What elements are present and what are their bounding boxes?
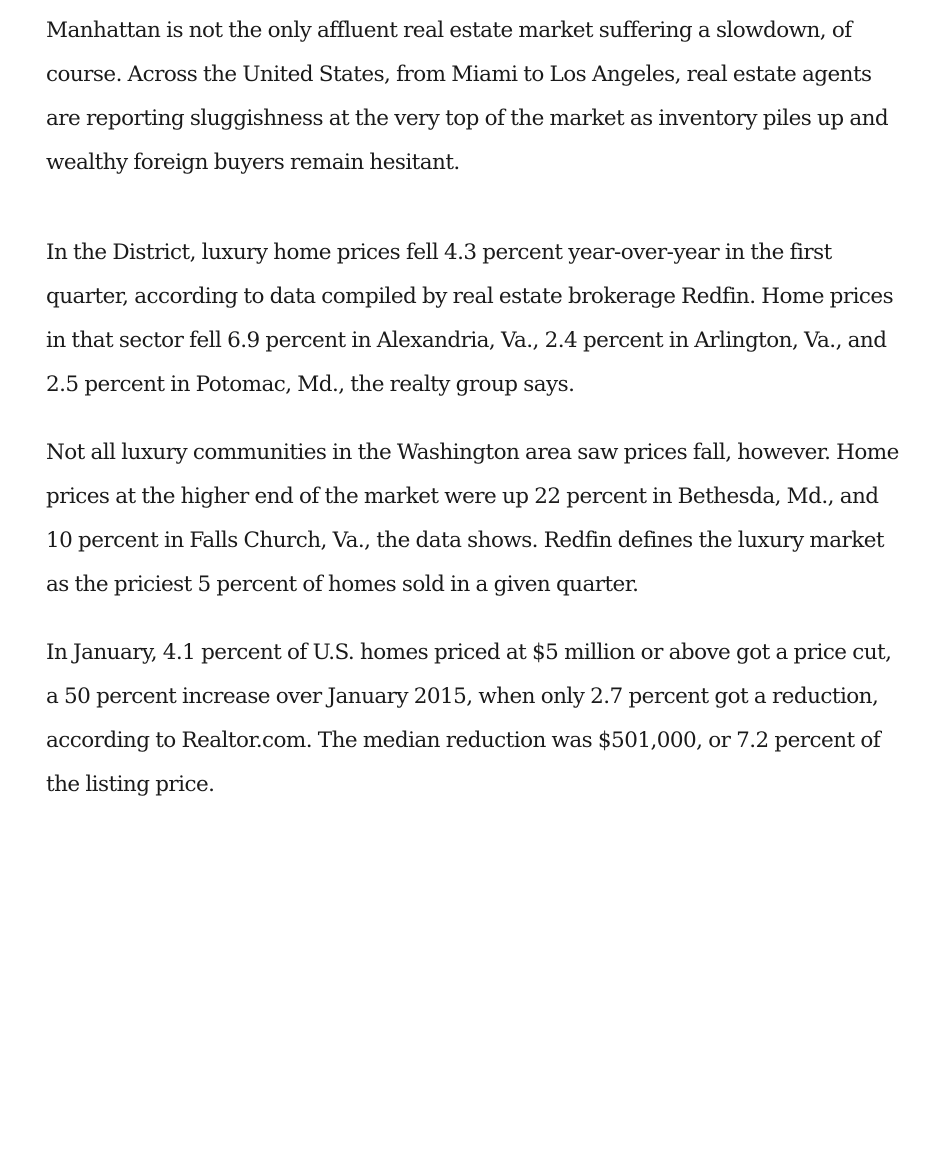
- article-paragraph: Not all luxury communities in the Washington area saw prices fall, however. Home prices at the higher end of the market were up 22 percent in Bethesda, Md., and 10 percent in Falls Church, Va., the data shows. Redfin defines the luxury market as the priciest 5 percent of homes sold in a given quarter.: [46, 440, 899, 597]
- article-paragraph: In the District, luxury home prices fell 4.3 percent year-over-year in the first quarter, according to data compiled by real estate brokerage Redfin. Home prices in that sector fell 6.9 percent in Alexandria, Va., 2.4 percent in Arlington, Va., and 2.5 percent in Potomac, Md., the realty group says.: [46, 240, 894, 397]
- article-body: [46, 9, 906, 807]
- article-paragraph: In January, 4.1 percent of U.S. homes priced at $5 million or above got a price cut, a 50 percent increase over January 2015, when only 2.7 percent got a reduction, according to Realtor.com. The median reduction was $501,000, or 7.2 percent of the listing price.: [46, 640, 892, 797]
- article-paragraph: Manhattan is not the only affluent real estate market suffering a slowdown, of course. Across the United States, from Miami to Los Angeles, real estate agents are reporting sluggishness at the very top of the market as inventory piles up and wealthy foreign buyers remain hesitant.: [46, 18, 889, 175]
